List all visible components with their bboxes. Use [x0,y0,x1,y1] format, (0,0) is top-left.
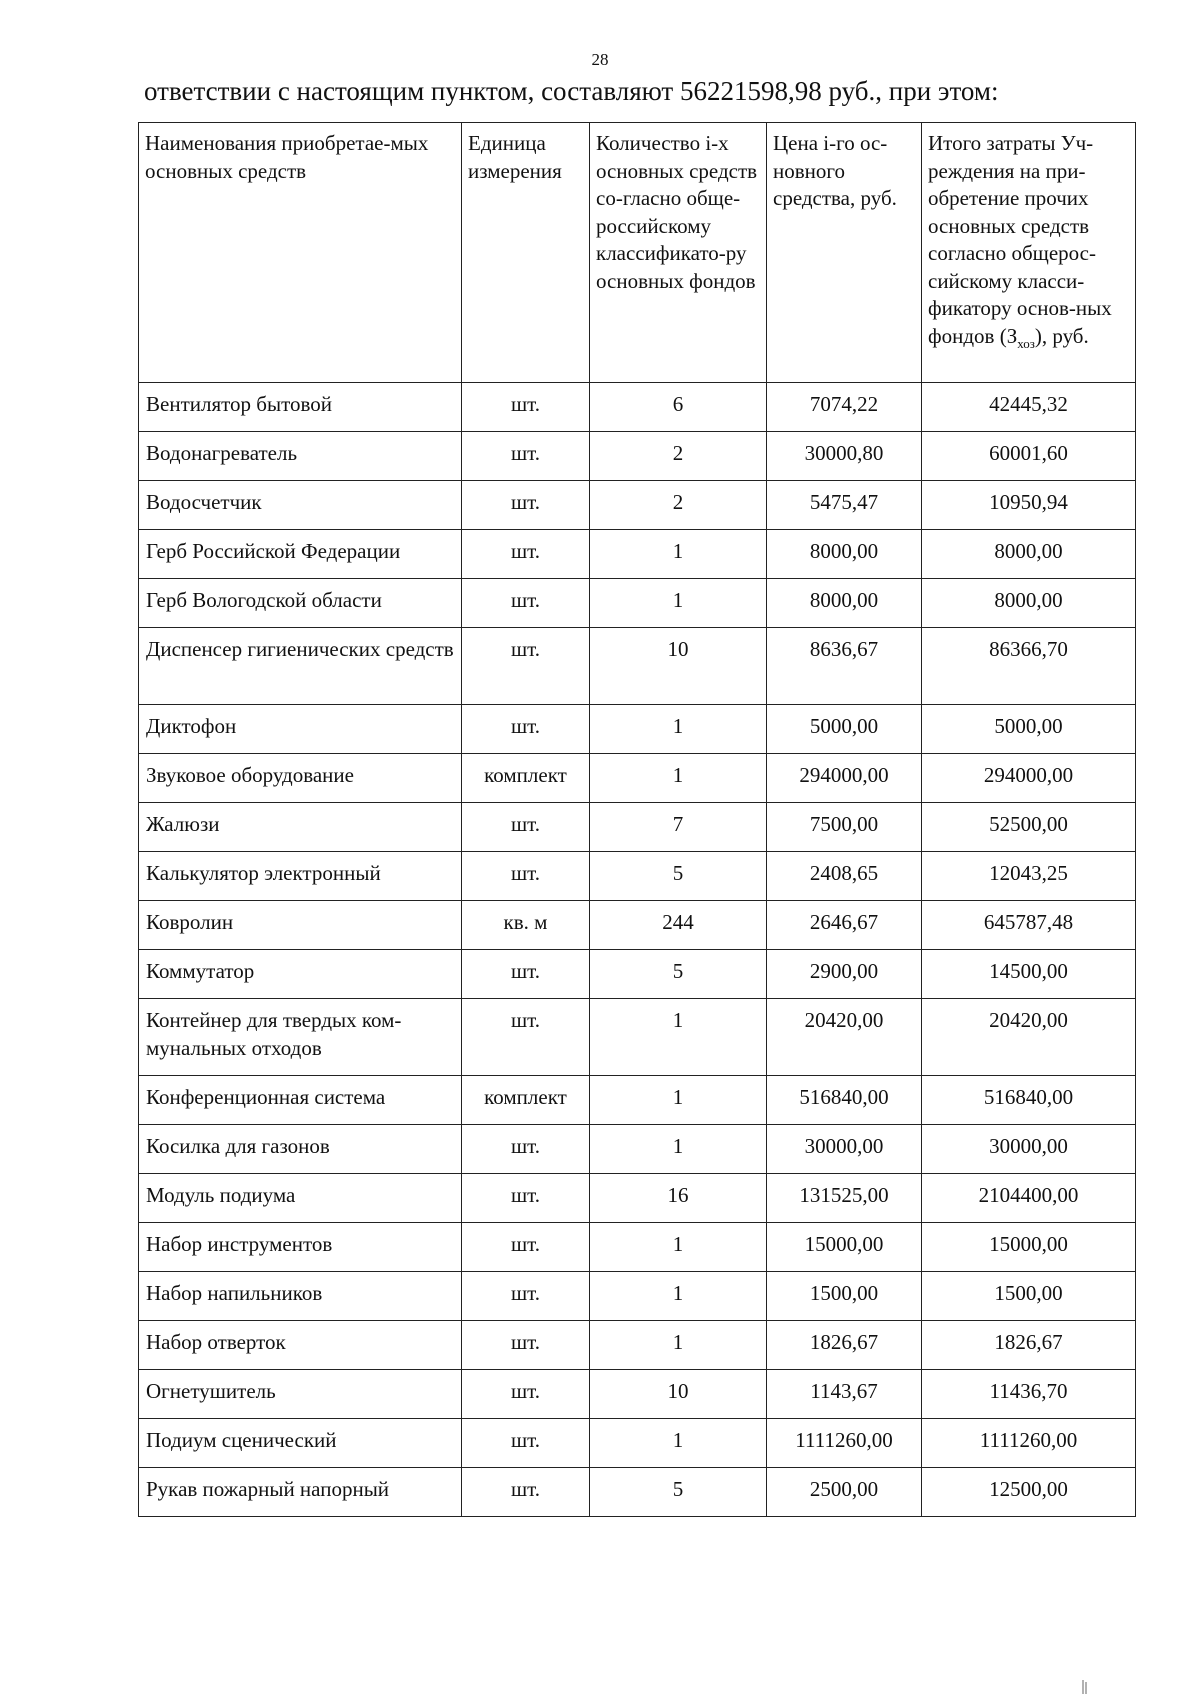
cell-quantity: 7 [590,803,767,852]
cell-price: 30000,80 [767,432,922,481]
cell-price: 294000,00 [767,754,922,803]
header-total: Итого затраты Уч-реждения на при-обретение прочих основных средств согласно общерос-сийскому класси-фикатору основ-ных фондов $(З_{хоз})$, руб. [922,123,1136,383]
cell-price: 7074,22 [767,383,922,432]
cell-total: 52500,00 [922,803,1136,852]
cell-price: 516840,00 [767,1076,922,1125]
cell-price: 2646,67 [767,901,922,950]
cell-total: 294000,00 [922,754,1136,803]
cell-quantity: 5 [590,1468,767,1517]
cell-quantity: 1 [590,1419,767,1468]
cell-price: 1826,67 [767,1321,922,1370]
cell-unit: шт. [462,481,590,530]
cell-asset-name: Огнетушитель [139,1370,462,1419]
cell-asset-name: Калькулятор электронный [139,852,462,901]
subscript-text: хоз [1017,335,1035,351]
cell-total: 645787,48 [922,901,1136,950]
cell-total: 86366,70 [922,628,1136,705]
cell-quantity: 1 [590,1076,767,1125]
header-quantity: Количество i-х основных средств со-гласно обще-российскому классификато-ру основных фондов [590,123,767,383]
cell-unit: шт. [462,705,590,754]
cell-asset-name: Водонагреватель [139,432,462,481]
cell-total: 15000,00 [922,1223,1136,1272]
cell-unit: шт. [462,803,590,852]
cell-asset-name: Диктофон [139,705,462,754]
cell-price: 30000,00 [767,1125,922,1174]
cell-quantity: 5 [590,950,767,999]
cell-unit: шт. [462,1321,590,1370]
cell-total: 5000,00 [922,705,1136,754]
cell-price: 1500,00 [767,1272,922,1321]
cell-quantity: 244 [590,901,767,950]
cell-unit: шт. [462,1272,590,1321]
cell-quantity: 1 [590,1272,767,1321]
cell-unit: комплект [462,754,590,803]
cell-asset-name: Водосчетчик [139,481,462,530]
cell-quantity: 5 [590,852,767,901]
cell-unit: шт. [462,1125,590,1174]
cell-total: 1111260,00 [922,1419,1136,1468]
cell-asset-name: Набор отверток [139,1321,462,1370]
cell-quantity: 6 [590,383,767,432]
cell-total: 11436,70 [922,1370,1136,1419]
header-price: Цена i-го ос-новного средства, руб. [767,123,922,383]
cell-unit: шт. [462,1468,590,1517]
cell-total: 60001,60 [922,432,1136,481]
cell-quantity: 1 [590,530,767,579]
cell-asset-name: Диспенсер гигиенических средств [139,628,462,705]
cell-asset-name: Звуковое оборудование [139,754,462,803]
cell-price: 131525,00 [767,1174,922,1223]
cell-price: 5475,47 [767,481,922,530]
cell-quantity: 10 [590,628,767,705]
cell-quantity: 2 [590,432,767,481]
header-asset-name: Наименования приобретае-мых основных средств [139,123,462,383]
cell-quantity: 1 [590,705,767,754]
cell-unit: шт. [462,852,590,901]
cell-total: 20420,00 [922,999,1136,1076]
cell-unit: шт. [462,530,590,579]
cell-price: 8000,00 [767,530,922,579]
cell-unit: шт. [462,999,590,1076]
cell-total: 2104400,00 [922,1174,1136,1223]
cell-total: 30000,00 [922,1125,1136,1174]
cell-asset-name: Косилка для газонов [139,1125,462,1174]
cell-unit: шт. [462,1223,590,1272]
cell-quantity: 1 [590,1321,767,1370]
cell-quantity: 1 [590,1223,767,1272]
cell-quantity: 1 [590,1125,767,1174]
cell-total: 516840,00 [922,1076,1136,1125]
cell-price: 1143,67 [767,1370,922,1419]
cell-asset-name: Набор инструментов [139,1223,462,1272]
cell-total: 12500,00 [922,1468,1136,1517]
cell-unit: шт. [462,628,590,705]
cell-asset-name: Модуль подиума [139,1174,462,1223]
cell-asset-name: Вентилятор бытовой [139,383,462,432]
cell-price: 15000,00 [767,1223,922,1272]
cell-price: 20420,00 [767,999,922,1076]
cell-total: 12043,25 [922,852,1136,901]
cell-asset-name: Герб Вологодской области [139,579,462,628]
page-number: 28 [591,50,609,69]
cell-total: 14500,00 [922,950,1136,999]
cell-unit: шт. [462,1419,590,1468]
intro-text: ответствии с настоящим пунктом, составляют 56221598,98 руб., при этом: [144,76,999,106]
cell-price: 8636,67 [767,628,922,705]
cell-total: 1500,00 [922,1272,1136,1321]
cell-total: 42445,32 [922,383,1136,432]
cell-asset-name: Набор напильников [139,1272,462,1321]
cell-asset-name: Коммутатор [139,950,462,999]
cell-quantity: 1 [590,754,767,803]
cell-unit: шт. [462,383,590,432]
cell-unit: шт. [462,432,590,481]
cell-price: 2900,00 [767,950,922,999]
cell-price: 2408,65 [767,852,922,901]
cell-quantity: 1 [590,999,767,1076]
cell-quantity: 10 [590,1370,767,1419]
cell-total: 10950,94 [922,481,1136,530]
cell-asset-name: Герб Российской Федерации [139,530,462,579]
header-unit: Единица измерения [462,123,590,383]
cell-asset-name: Контейнер для твердых ком-мунальных отходов [139,999,462,1076]
cell-quantity: 1 [590,579,767,628]
cell-asset-name: Жалюзи [139,803,462,852]
cell-unit: шт. [462,1174,590,1223]
cell-quantity: 2 [590,481,767,530]
cell-total: 1826,67 [922,1321,1136,1370]
cell-price: 2500,00 [767,1468,922,1517]
cell-unit: шт. [462,950,590,999]
cell-price: 8000,00 [767,579,922,628]
cell-total: 8000,00 [922,530,1136,579]
cell-asset-name: Конференционная система [139,1076,462,1125]
cell-price: 7500,00 [767,803,922,852]
cell-unit: кв. м [462,901,590,950]
cell-unit: шт. [462,1370,590,1419]
cell-total: 8000,00 [922,579,1136,628]
cell-asset-name: Подиум сценический [139,1419,462,1468]
cell-unit: шт. [462,579,590,628]
cell-asset-name: Ковролин [139,901,462,950]
cell-price: 5000,00 [767,705,922,754]
cell-unit: комплект [462,1076,590,1125]
cell-quantity: 16 [590,1174,767,1223]
cell-price: 1111260,00 [767,1419,922,1468]
cell-asset-name: Рукав пожарный напорный [139,1468,462,1517]
